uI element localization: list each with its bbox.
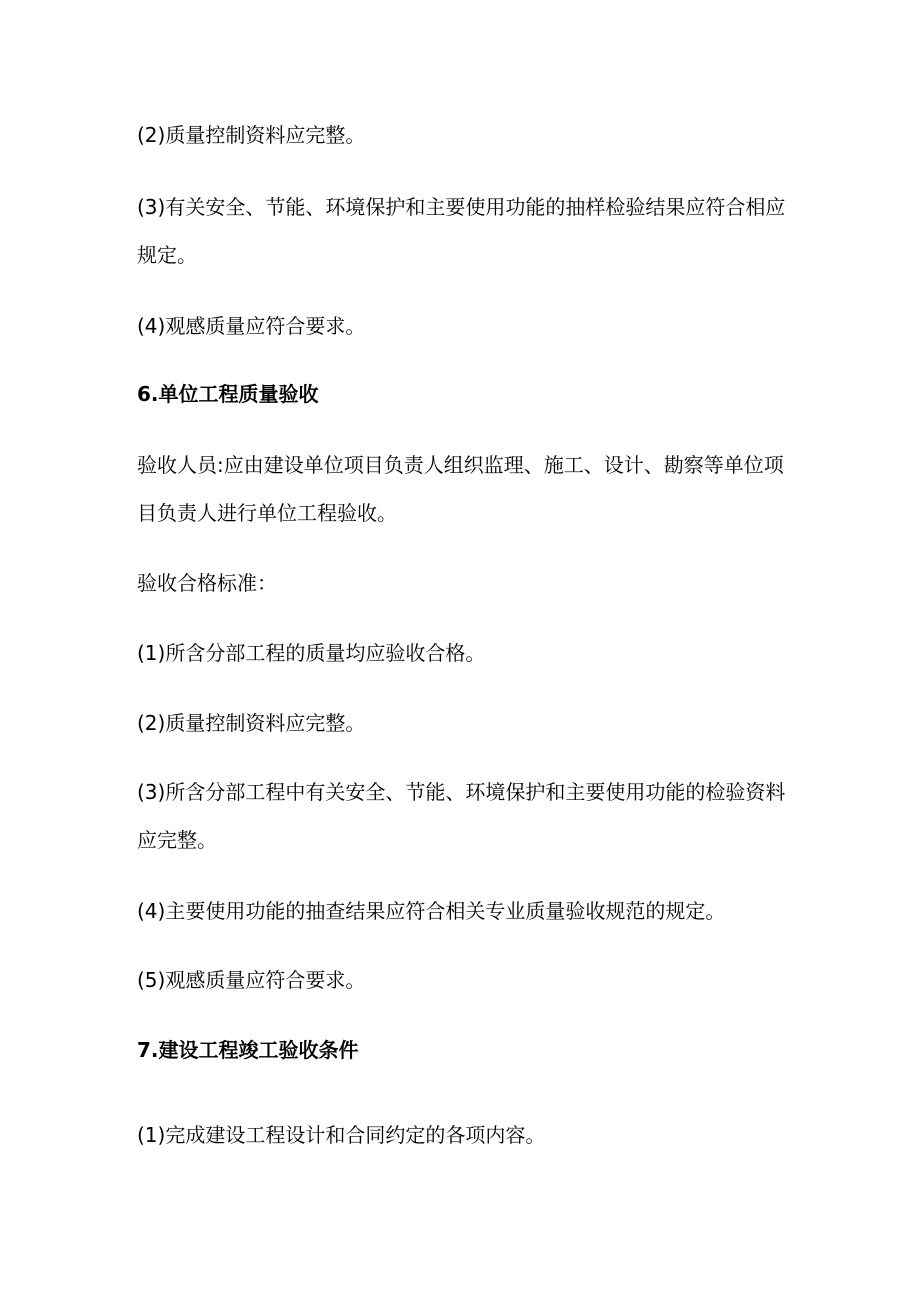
section-heading-unit-project-acceptance: 6.单位工程质量验收	[137, 382, 319, 406]
paragraph-appearance-quality: (4)观感质量应符合要求。	[137, 314, 366, 338]
paragraph-spot-check-results: (4)主要使用功能的抽查结果应符合相关专业质量验收规范的规定。	[137, 899, 726, 923]
paragraph-subsection-qualified: (1)所含分部工程的质量均应验收合格。	[137, 641, 486, 665]
paragraph-appearance-quality-2: (5)观感质量应符合要求。	[137, 968, 366, 992]
paragraph-sampling-inspection-cont: 规定。	[137, 243, 197, 267]
paragraph-sampling-inspection: (3)有关安全、节能、环境保护和主要使用功能的抽样检验结果应符合相应	[137, 195, 786, 219]
paragraph-quality-control-data-2: (2)质量控制资料应完整。	[137, 711, 366, 735]
paragraph-acceptance-personnel: 验收人员:应由建设单位项目负责人组织监理、施工、设计、勘察等单位项	[137, 453, 784, 477]
paragraph-inspection-data-complete: (3)所含分部工程中有关安全、节能、环境保护和主要使用功能的检验资料	[137, 780, 786, 804]
paragraph-acceptance-personnel-cont: 目负责人进行单位工程验收。	[137, 501, 397, 525]
paragraph-design-contract-completed: (1)完成建设工程设计和合同约定的各项内容。	[137, 1123, 546, 1147]
paragraph-inspection-data-complete-cont: 应完整。	[137, 828, 217, 852]
paragraph-quality-control-data: (2)质量控制资料应完整。	[137, 123, 366, 147]
section-heading-completion-acceptance-conditions: 7.建设工程竣工验收条件	[137, 1038, 359, 1062]
paragraph-acceptance-criteria-label: 验收合格标准：	[137, 571, 277, 595]
